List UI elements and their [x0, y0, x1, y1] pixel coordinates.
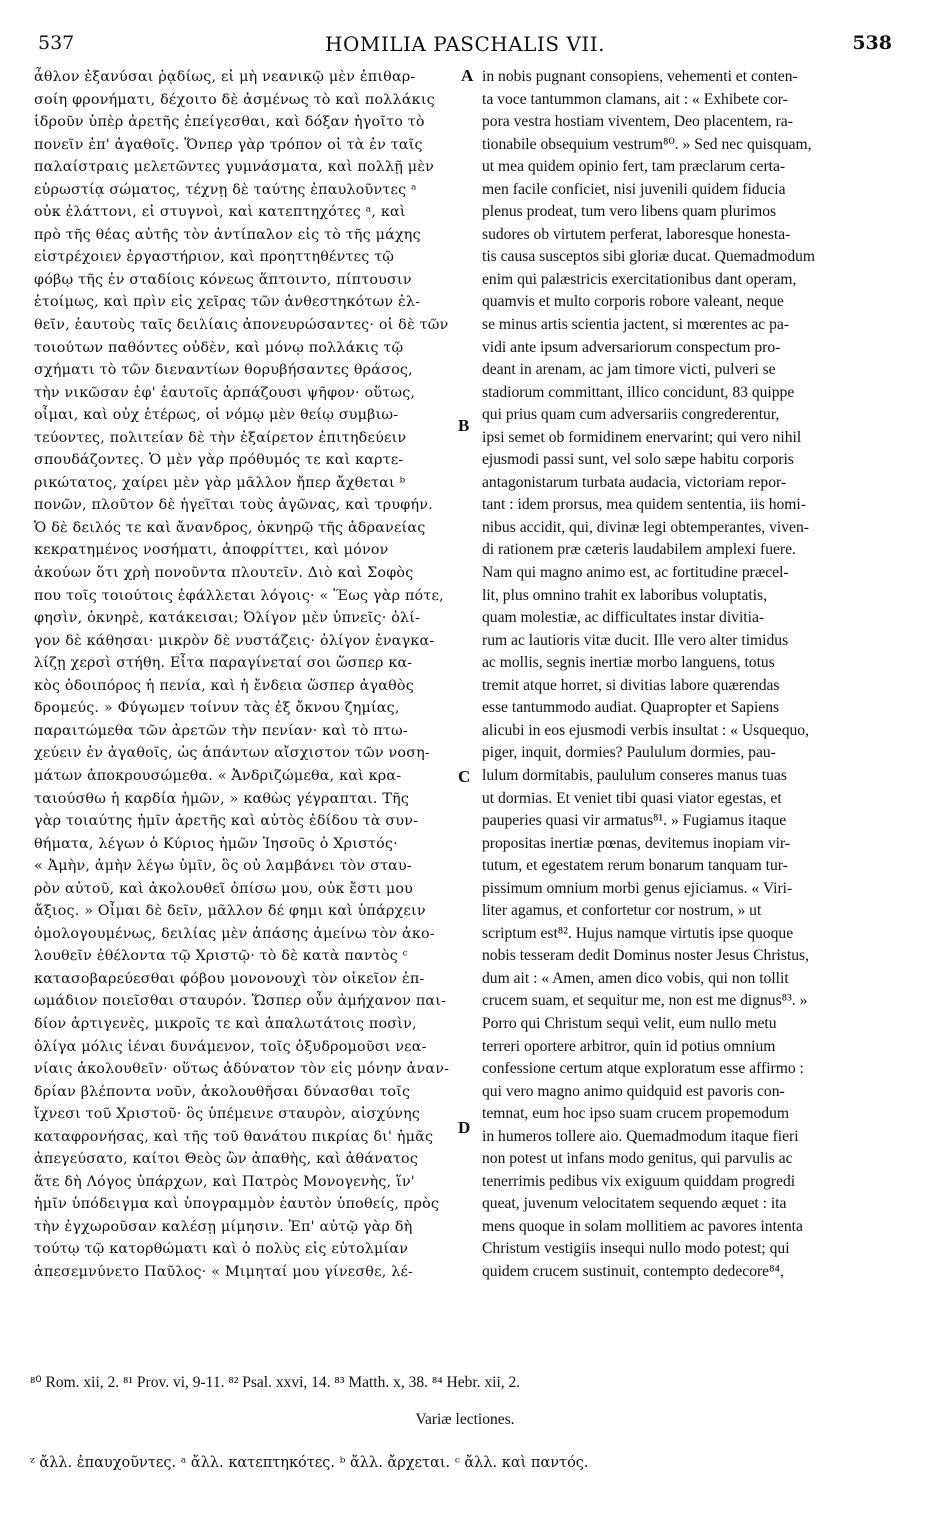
latin-text-line: esse tantummodo audiat. Quapropter et Sapiens: [482, 699, 780, 717]
latin-text-line: tutum, et egestatem rerum bonarum tanquam tur-: [482, 857, 788, 875]
latin-text-line: Christum vestigiis insequi nullo modo potest; qui: [482, 1240, 790, 1258]
latin-text-line: Porro qui Christum sequi velit, eum nullo metu: [482, 1014, 777, 1032]
latin-text-line: pora vestra hostiam viventem, Deo placentem, ra-: [482, 113, 793, 131]
latin-text-line: deant in arenam, ac jam timore victi, pulveri se: [482, 361, 776, 379]
greek-text-line: θήματα, λέγων ὁ Κύριος ἡμῶν Ἰησοῦς ὁ Χριστός·: [34, 835, 398, 852]
latin-text-line: crucem suam, et sequitur me, non est me dignus⁸³. »: [482, 992, 808, 1010]
greek-text-line: φησὶν, ὀκνηρὲ, κατάκεισαι; Ὀλίγον μὲν ὑπνεῖς· ὀλί-: [34, 610, 421, 627]
footnotes: ⁸⁰ Rom. xii, 2. ⁸¹ Prov. vi, 9-11. ⁸² Psal. xxvi, 14. ⁸³ Matth. x, 38. ⁸⁴ Hebr. xii, 2.: [30, 1374, 521, 1391]
greek-text-line: οὐκ ἐλάττονι, εἰ στυγνοὶ, καὶ κατεπτηχότες ᵃ, καὶ: [34, 204, 406, 221]
latin-text-line: qui prius quam cum adversariis congrederentur,: [482, 406, 780, 424]
latin-text-line: tis causa susceptos sibi gloriæ ducat. Quemadmodum: [482, 248, 816, 266]
greek-text-line: γον δὲ κάθησαι· μικρὸν δὲ νυστάζεις· ὀλίγον ἐναγκα-: [34, 632, 435, 649]
latin-text-line: pauperies quasi vir armatus⁸¹. » Fugiamus itaque: [482, 812, 787, 830]
latin-text-line: pissimum omnium morbi genus ejiciamus. « Viri-: [482, 879, 793, 897]
latin-text-line: ut dormias. Et veniet tibi quasi viator egestas, et: [482, 789, 782, 807]
greek-text-line: χεύειν ἐν ἀγαθοῖς, ὡς ἁπάντων αἴσχιστον τῶν νοση-: [34, 745, 430, 762]
greek-text-line: γὰρ τοιαύτης ἡμῖν ἀρετῆς καὶ αὐτὸς ἐδίδου τὰ συν-: [34, 813, 419, 830]
greek-text-line: ἡμῖν ὑπόδειγμα καὶ ὑπογραμμὸν ἑαυτὸν ὑποθείς, πρὸς: [34, 1196, 440, 1213]
greek-text-line: νίαις ἀκολουθεῖν· οὕτως ἀδύνατον τὸν εἰς μόνην ἀναν-: [34, 1061, 450, 1078]
greek-text-line: θεῖν, ἑαυτοὺς ταῖς δειλίαις ἀπονευρώσαντες· οἱ δὲ τῶν: [34, 317, 449, 334]
greek-text-line: κὸς ὁδοιπόρος ἡ πενία, καὶ ἡ ἔνδεια ὥσπερ ἀγαθὸς: [34, 677, 414, 694]
latin-text-line: propositas inertiæ pœnas, devitemus inopiam vir-: [482, 834, 791, 852]
greek-text-line: ἀκούων ὅτι χρὴ πονοῦντα πλουτεῖν. Διὸ καὶ Σοφὸς: [34, 565, 414, 582]
latin-text-line: non potest ut infans modo genitus, qui parvulis ac: [482, 1150, 793, 1168]
greek-text-line: παραιτώμεθα τῶν ἀρετῶν τὴν πενίαν· καὶ τὸ πτω-: [34, 722, 408, 739]
latin-text-line: stadiorum committant, illico concidunt, 83 quippe: [482, 383, 795, 401]
greek-text-line: καταφρονήσας, καὶ τῆς τοῦ θανάτου πικρίας δι' ἡμᾶς: [34, 1128, 434, 1145]
latin-text-line: quamvis et multo corporis robore valeant, neque: [482, 293, 784, 311]
latin-text-line: quidem crucem sustinuit, contempto dedecore⁸⁴,: [482, 1262, 784, 1280]
greek-text-line: ἀπεγεύσατο, καίτοι Θεὸς ὢν ἀπαθὴς, καὶ ἀθάνατος: [34, 1151, 419, 1168]
latin-text-line: tremit atque horret, si divitias labore quærendas: [482, 676, 780, 694]
greek-text-line: σχήματι τὸ τῶν διεναντίων θορυβήσαντες θράσος,: [34, 362, 413, 379]
greek-text-line: ταιούσθω ἡ καρδία ἡμῶν, » καθὼς γέγραπται. Τῆς: [34, 790, 410, 807]
greek-text-line: τούτῳ τῷ κατορθώματι καὶ ὁ πολὺς εἰς εὐτολμίαν: [34, 1241, 409, 1258]
greek-text-line: ἄξιος. » Οἶμαι δὲ δεῖν, μᾶλλον δέ φημι καὶ ὑπάρχειν: [34, 903, 426, 920]
latin-text-line: dum ait : « Amen, amen dico vobis, qui non tollit: [482, 969, 789, 987]
greek-text-line: κατασοβαρεύεσθαι φόβου μονονουχὶ τὸν οἰκεῖον ἐπ-: [34, 970, 425, 987]
greek-text-line: παλαίστραις μελετῶντες γυμνάσματα, καὶ πολλῇ μὲν: [34, 159, 435, 176]
latin-text-line: ejusmodi passi sunt, vel solo sæpe habitu corporis: [482, 451, 794, 469]
latin-text-line: ta voce tantummon clamans, ait : « Exhibete cor-: [482, 90, 788, 108]
latin-text-line: enim qui palæstricis exercitationibus dant operam,: [482, 270, 797, 288]
greek-text-line: τὴν νικῶσαν ἐφ' ἑαυτοῖς ἁρπάζουσι ψῆφον· οὕτως,: [34, 384, 416, 401]
latin-text-line: ipsi semet ob formidinem enervarint; qui vero nihil: [482, 428, 802, 446]
greek-text-line: οἶμαι, καὶ οὐχ ἑτέρως, οἱ νόμῳ μὲν θείῳ συμβιω-: [34, 407, 399, 424]
greek-text-line: εὐρωστίᾳ σώματος, τέχνῃ δὲ ταύτης ἐπαυλοῦντες ᵃ: [34, 181, 417, 198]
latin-text-line: piger, inquit, dormies? Paululum dormies, pau-: [482, 744, 776, 762]
greek-text-line: σοίη φρονήματι, δέχοιτο δὲ ἀσμένως τὸ καὶ πολλάκις: [34, 91, 435, 108]
latin-text-line: ut mea quidem opinio fert, tam præclarum certa-: [482, 158, 786, 176]
latin-text-line: sudores ob virtutem perferat, laboresque honesta-: [482, 225, 791, 243]
variant-readings: ᶻ ἄλλ. ἐπαυχοῦντες. ᵃ ἄλλ. κατεπτηκότες. ᵇ ἄλλ. ἄρχεται. ᶜ ἄλλ. καὶ παντός.: [30, 1455, 589, 1471]
greek-text-line: πονεῖν ἐπ' ἀγαθοῖς. Ὅνπερ γὰρ τρόπον οἱ τὰ ἐν ταῖς: [34, 136, 423, 153]
latin-text-line: plenus prodeat, tum vero libens quam plurimos: [482, 203, 777, 221]
latin-text-line: antagonistarum turbata audacia, victoriam repor-: [482, 473, 787, 491]
greek-text-line: ρὸν αὐτοῦ, καὶ ἀκολουθεῖ ὀπίσω μου, οὐκ ἔστι μου: [34, 880, 414, 897]
greek-text-line: ἱδροῦν ὑπὲρ ἀρετῆς ἐπείγεσθαι, καὶ δόξαν ἡγοῖτο τὸ: [34, 114, 425, 131]
greek-column: [34, 66, 460, 1284]
latin-text-line: scriptum est⁸². Hujus namque virtutis ipse quoque: [482, 924, 794, 942]
greek-text-line: που τοῖς τοιούτοις ἐφάλλεται λόγοις· « Ἕως γὰρ πότε,: [34, 587, 444, 604]
latin-text-line: queat, juvenum velocitatem sequendo æquet : ita: [482, 1195, 787, 1213]
latin-text-line: nobis tesseram dedit Dominus noster Jesus Christus,: [482, 947, 810, 965]
section-marker-d: D: [458, 1118, 471, 1137]
latin-text-line: mens quoque in solam mollitiem ac pavores intenta: [482, 1217, 803, 1235]
latin-text-line: tenerrimis pedibus vix exiguum quiddam progredi: [482, 1172, 796, 1190]
greek-text-line: μάτων ἀποκρουσώμεθα. « Ἀνδριζώμεθα, καὶ κρα-: [34, 767, 402, 784]
latin-text-line: tant : idem prorsus, mea quidem sententia, iis homi-: [482, 496, 806, 514]
page-number-left: 537: [38, 32, 75, 54]
greek-text-line: ἅτε δὴ Λόγος ὑπάρχων, καὶ Πατρὸς Μονογενὴς, ἵν': [34, 1173, 415, 1190]
greek-text-line: ἴχνεσι τοῦ Χριστοῦ· ὃς ὑπέμεινε σταυρὸν, αἰσχύνης: [34, 1106, 421, 1123]
greek-text-line: ἀπεσεμνύνετο Παῦλος· « Μιμηταί μου γίνεσθε, λέ-: [34, 1263, 414, 1280]
latin-text-line: temnat, eum hoc ipso suam crucem propemodum: [482, 1105, 790, 1123]
greek-text-line: πρὸ τῆς θέας αὐτῆς τὸν ἀντίπαλον εἰς τὸ τῆς μάχης: [34, 226, 421, 243]
latin-text-line: rum ac lautioris vitæ ducit. Ille vero alter timidus: [482, 631, 789, 649]
latin-text-line: men facile conficiet, nisi juvenili quidem fiducia: [482, 180, 786, 198]
latin-text-line: ac mollis, segnis inertiæ morbo languens, totus: [482, 654, 775, 672]
latin-text-line: in nobis pugnant consopiens, vehementi et conten-: [482, 68, 798, 85]
section-marker-c: C: [458, 767, 471, 786]
greek-text-line: λουθεῖν ἐθέλοντα τῷ Χριστῷ· τὸ δὲ κατὰ παντὸς ᶜ: [34, 948, 408, 965]
latin-text-line: qui vero magno animo quidquid est pavoris con-: [482, 1082, 785, 1100]
greek-text-line: ἆθλον ἐξανύσαι ῥᾳδίως, εἰ μὴ νεανικῷ μὲν ἐπιθαρ-: [34, 69, 416, 85]
greek-text-line: δρίαν βλέποντα νοῦν, ἀκολουθῆσαι δύνασθαι τοῖς: [34, 1083, 411, 1100]
latin-text-line: se minus artis scientia jactent, si mœrentes ac pa-: [482, 316, 790, 334]
greek-text-line: πονῶν, πλοῦτον δὲ ἡγεῖται τοὺς ἀγῶνας, καὶ τρυφήν.: [34, 497, 433, 514]
latin-text-line: in humeros tollere aio. Quemadmodum itaque fieri: [482, 1127, 799, 1145]
section-marker-b: B: [458, 416, 470, 435]
greek-text-line: τὴν ἐγχωροῦσαν καλέσῃ μίμησιν. Ἐπ' αὐτῷ γὰρ δὴ: [34, 1218, 413, 1235]
latin-text-line: liter agamus, et confortetur cor nostrum, » ut: [482, 902, 762, 920]
page-header: [38, 32, 892, 58]
greek-text-line: κεκρατημένος νοσήματι, ἀποφρίττει, καὶ μόνον: [34, 542, 389, 559]
latin-text-line: confessione certum atque exploratum esse affirmo :: [482, 1060, 804, 1078]
greek-text-line: ωμάδιον ποιεῖσθαι σταυρόν. Ὥσπερ οὖν ἀμήχανον παι-: [34, 993, 447, 1010]
latin-text-line: terreri oportere arbitror, quin id potius omnium: [482, 1037, 776, 1055]
running-title: HOMILIA PASCHALIS VII.: [325, 32, 605, 56]
latin-text-line: lit, plus omnino trahit ex laboribus voluptatis,: [482, 586, 767, 604]
section-marker-a: A: [461, 66, 474, 85]
latin-text-line: vidi ante ipsum adversariorum conspectum pro-: [482, 338, 781, 356]
greek-text-line: δρομεύς. » Φύγωμεν τοίνυν τὰς ἐξ ὄκνου ζημίας,: [34, 700, 400, 717]
latin-text-line: Nam qui magno animo est, ac fortitudine præcel-: [482, 564, 789, 582]
greek-text-line: « Ἀμὴν, ἀμὴν λέγω ὑμῖν, ὃς οὐ λαμβάνει τὸν σταυ-: [34, 858, 412, 875]
greek-text-line: λίζῃ χερσὶ στήθη. Εἶτα παραγίνεταί σοι ὥσπερ κα-: [34, 655, 413, 672]
greek-text-line: δίον ἀρτιγενὲς, μικροῖς τε καὶ ἁπαλωτάτοις ποσὶν,: [34, 1015, 417, 1032]
latin-text-line: quam molestiæ, ac difficultates instar divitia-: [482, 609, 765, 627]
greek-text-line: τοιούτων παθόντες οὐδὲν, καὶ μόνῳ πολλάκις τῷ: [34, 339, 404, 356]
greek-text-line: ἑτοίμως, καὶ πρὶν εἰς χεῖρας τῶν ἀνθεστηκότων ἐλ-: [34, 294, 421, 311]
latin-text-line: alicubi in eos ejusmodi verbis insultat : « Usquequo,: [482, 721, 809, 739]
greek-text-line: τεύοντες, πολιτείαν δὲ τὴν ἐξαίρετον ἐπιτηδεύειν: [34, 429, 407, 446]
latin-text-line: lulum dormitabis, paululum conseres manus tuas: [482, 766, 787, 784]
latin-column: [482, 66, 896, 1284]
variae-lectiones-title: Variæ lectiones.: [415, 1411, 515, 1428]
greek-text-line: εἰστρέχοιεν ἐργαστήριον, καὶ προηττηθέντες τῷ: [34, 249, 395, 266]
greek-text-line: ρικώτατος, χαίρει μὲν γὰρ μᾶλλον ἤπερ ἄχθεται ᵇ: [34, 474, 406, 491]
greek-text-line: ὁμολογουμένως, δειλίας μὲν ἁπάσης ἀμείνω τὸν ἀκο-: [34, 925, 435, 942]
latin-text-line: tionabile obsequium vestrum⁸⁰. » Sed nec quisquam,: [482, 135, 812, 153]
page-number-right: 538: [852, 32, 892, 54]
greek-text-line: φόβῳ τῆς ἐν σταδίοις κόνεως ἅπτοιντο, πίπτουσιν: [34, 271, 412, 288]
latin-text-line: di rationem præ cæteris laudabilem amplexi fuere.: [482, 541, 796, 559]
latin-text-line: nibus accidit, qui, divinæ legi obtemperantes, viven-: [482, 518, 809, 536]
greek-text-line: ὀλίγα μόλις ἰέναι δυνάμενον, τοῖς ὀξυδρομοῦσι νεα-: [34, 1038, 427, 1055]
greek-text-line: Ὁ δὲ δειλός τε καὶ ἄνανδρος, ὀκνηρῷ τῆς ἀδρανείας: [34, 519, 426, 536]
greek-text-line: σπουδάζοντες. Ὁ μὲν γὰρ πρόθυμός τε καὶ καρτε-: [34, 452, 404, 469]
